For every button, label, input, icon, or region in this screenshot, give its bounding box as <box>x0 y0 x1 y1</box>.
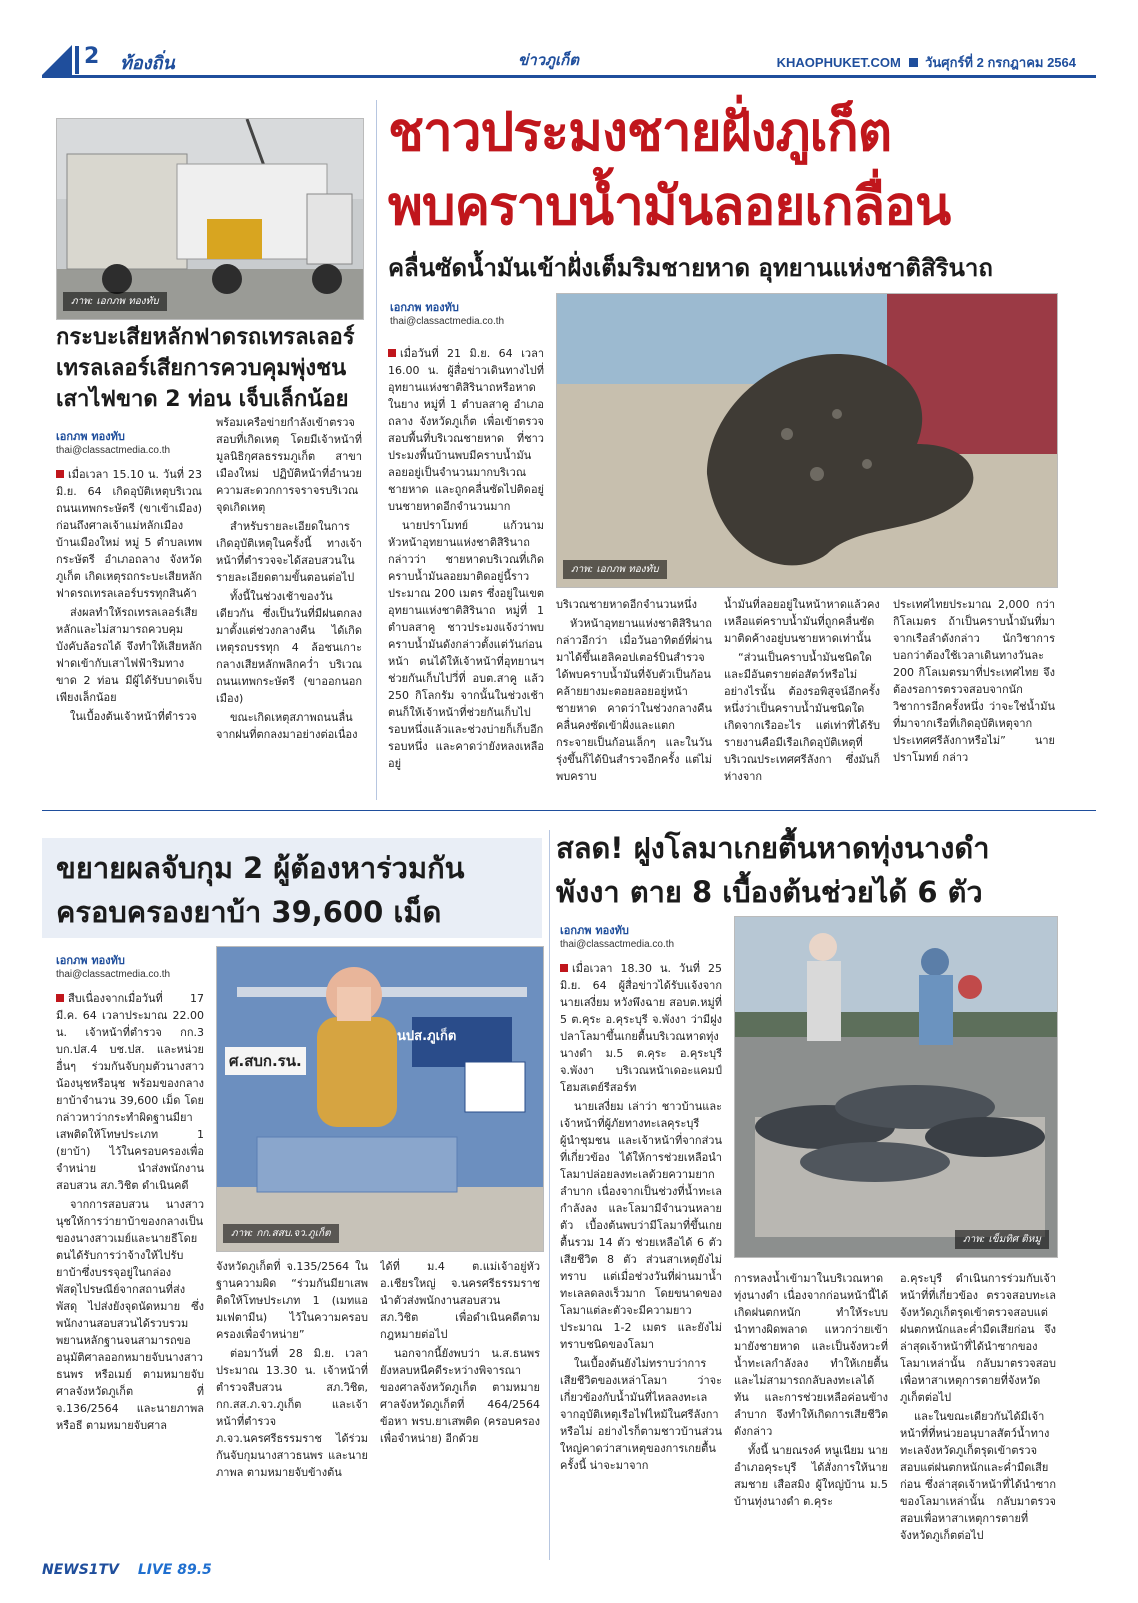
whales-email[interactable]: thai@classactmedia.co.th <box>560 939 675 950</box>
trailer-para: เมื่อเวลา 15.10 น. วันที่ 23 มิ.ย. 64 เกิดอุบัติเหตุบริเวณถนนเทพกระษัตรี (ขาเข้าเมือง) ก่อนถึงศาลเจ้าแม่หลักเมือง บ้านเมืองใหม่ หมู่ 5 ตำบลเทพกระษัตรี อำเภอถลาง จังหวัดภูเก็ต เกิดเหตุรถกระบะเสียหลักฟาดรถเทรลเลอร์บรรทุกสินค้า <box>56 468 202 600</box>
issue-date: วันศุกร์ที่ 2 กรกฎาคม 2564 <box>925 55 1076 70</box>
trailer-byline <box>56 427 170 456</box>
trailer-para: ขณะเกิดเหตุสภาพถนนลื่นจากฝนที่ตกลงมาอย่างต่อเนื่อง <box>216 711 358 741</box>
whales-photo <box>734 916 1058 1258</box>
column-divider <box>549 830 550 1560</box>
header-rule <box>42 75 1096 78</box>
oil-subhead: คลื่นซัดน้ำมันเข้าฝั่งเต็มริมชายหาด อุทยานแห่งชาติสิรินาถ <box>388 254 993 282</box>
drugs-headline <box>56 846 546 934</box>
trailer-photo-caption: ภาพ: เอกภพ ทองทับ <box>63 292 167 311</box>
trailer-para: ทั้งนี้ในช่วงเช้าของวันเดียวกัน ซึ่งเป็นวันที่มีฝนตกลงมาตั้งแต่ช่วงกลางคืน ได้เกิดเหตุรถบรรทุก 4 ล้อชนเกาะกลางเสียหลักพลิกคว่ำ บริเวณถนนเทพกระษัตรี (ขาออกนอกเมือง) <box>216 590 362 705</box>
oil-column-3 <box>724 596 880 796</box>
lead-square-icon <box>56 994 64 1002</box>
trailer-author: เอกภพ ทองทับ <box>56 430 125 443</box>
oil-headline-line2: พบคราบน้ำมันลอยเกลื่อน <box>388 176 951 237</box>
trailer-headline-line1: กระบะเสียหลักฟาดรถเทรลเลอร์ <box>56 325 355 350</box>
oil-photo-caption: ภาพ: เอกภพ ทองทับ <box>563 560 667 579</box>
drugs-email[interactable]: thai@classactmedia.co.th <box>56 969 171 980</box>
whales-para: ทั้งนี้ นายณรงค์ หนูเนียม นายอำเภอคุระบุรี ได้สั่งการให้นายสมชาย เสือสมิง ผู้ใหญ่บ้าน ม.5 บ้านทุ่งนางดำ ต.คุระ <box>734 1444 888 1508</box>
oil-column-2 <box>556 596 712 796</box>
oil-column-1 <box>388 345 544 797</box>
oil-email[interactable]: thai@classactmedia.co.th <box>390 316 505 327</box>
whales-author: เอกภพ ทองทับ <box>560 924 629 937</box>
whales-para: อ.คุระบุรี ดำเนินการร่วมกับเจ้าหน้าที่ที่เกี่ยวข้อง ตรวจสอบทะเลจังหวัดภูเก็ตรุดเข้าตรวจสอบแต่ฝนตกหนักและค่ำมืดเสียก่อน จึงล่าสุดเจ้าหน้าที่ได้นำซากของโลมาเหล่านั้น กลับมาตรวจสอบเพื่อหาสาเหตุการตายที่จังหวัดภูเก็ตต่อไป <box>900 1272 1056 1404</box>
drugs-author: เอกภพ ทองทับ <box>56 954 125 967</box>
drugs-byline <box>56 951 170 980</box>
oil-para: เมื่อวันที่ 21 มิ.ย. 64 เวลา 16.00 น. ผู้สื่อข่าวเดินทางไปที่อุทยานแห่งชาติสิรินาถหรือหาดในยาง หมู่ที่ 1 ตำบลสาคู อำเภอถลาง จังหวัดภูเก็ต เพื่อเข้าตรวจสอบพื้นที่บริเวณชายหาด ที่ชาวประมงพื้นบ้านพบมีคราบน้ำมันลอยอยู่เป็นจำนวนมากบริเวณชายหาด และถูกคลื่นซัดไปติดอยู่บนชายหาดอีกจำนวนมาก <box>388 347 544 513</box>
oil-author: เอกภพ ทองทับ <box>390 301 459 314</box>
oil-para: นายปราโมทย์ แก้วนาม หัวหน้าอุทยานแห่งชาติสิรินาถ กล่าวว่า ชายหาดบริเวณที่เกิดคราบน้ำมันลอยมาติดอยู่นี้ราวประมาณ 200 เมตร ซึ่งอยู่ในเขตอุทยานแห่งชาติสิรินาถ หมู่ที่ 1 ตำบลสาคู ชาวประมงแจ้งว่าพบคราบน้ำมันดังกล่าวตั้งแต่วันก่อนหน้า ตนได้ให้เจ้าหน้าที่อุทยานฯ ช่วยกันเก็บไปวี่ที่ อบต.สาคู แล้ว 250 กิโลกรัม จากนั้นในช่วงเช้าตนก็ให้เจ้าหน้าที่ช่วยกันเก็บไปรอบหนึ่งแล้วและช่วงบ่ายก็เก็บอีกรอบหนึ่ง และคาดว่ายังหลงเหลืออยู่ <box>388 519 544 770</box>
trailer-headline-line2: เทรลเลอร์เสียการควบคุมพุ่งชน <box>56 356 347 381</box>
oil-para: น้ำมันที่ลอยอยู่ในหน้าหาดแล้วคงเหลือแต่คราบน้ำมันที่ถูกคลื่นซัดมาติดค้างอยู่บนชายหาดเท่านั้น <box>724 598 880 645</box>
trailer-para: ส่งผลทำให้รถเทรลเลอร์เสียหลักและไม่สามารถควบคุมบังคับล้อรถได้ จึงทำให้เสียหลักฟาดเข้ากับเสาไฟฟ้าริมทางขาด 2 ท่อน มีผู้ได้รับบาดเจ็บเพียงเล็กน้อย <box>56 606 202 704</box>
drugs-para: ต่อมาวันที่ 28 มิ.ย. เวลาประมาณ 13.30 น. เจ้าหน้าที่ตำรวจสืบสวน สภ.วิชิต, กก.สส.ภ.จว.ภูเก็ต และเจ้าหน้าที่ตำรวจ ภ.จว.นครศรีธรรมราช ได้ร่วมกันจับกุมนางสาวธนพร และนายภาพล ตามหมายจับข้างต้น <box>216 1347 368 1479</box>
section-divider <box>42 810 1096 811</box>
oil-headline-line1: ชาวประมงชายฝั่งภูเก็ต <box>388 102 892 163</box>
trailer-column-1 <box>56 466 202 796</box>
drugs-column-mid-1 <box>216 1258 368 1554</box>
drugs-para: จากการสอบสวน นางสาวนุชให้การว่ายาบ้าของกลางเป็นของนางสาวเมย์และนายธีโดยตนได้รับการว่าจ้างให้ไปรับยาบ้าซึ่งบรรจุอยู่ในกล่องพัสดุไปรษณีย์จากสถานที่ส่งพัสดุ ไปส่งยังจุดนัดหมาย ซึ่งพนักงานสอบสวนได้รวบรวมพยานหลักฐานจนสามารถขออนุมัติศาลออกหมายจับนางสาวธนพร หรือเมย์ ตามหมายจับศาลจังหวัดภูเก็ต ที่ จ.136/2564 และนายภาพล หรือธี ตามหมายจับศาล <box>56 1198 204 1432</box>
lead-square-icon <box>388 349 396 357</box>
oil-column-4 <box>893 596 1055 796</box>
drugs-para: ได้ที่ ม.4 ต.แม่เจ้าอยู่หัว อ.เชียรใหญ่ จ.นครศรีธรรมราช นำตัวส่งพนักงานสอบสวน สภ.วิชิต เพื่อดำเนินคดีตามกฎหมายต่อไป <box>380 1260 540 1341</box>
oil-photo-illustration <box>557 294 1057 587</box>
trailer-column-2 <box>216 414 362 796</box>
trailer-photo-illustration <box>57 119 363 319</box>
drugs-headline-line1: ขยายผลจับกุม 2 ผู้ต้องหาร่วมกัน <box>56 851 465 885</box>
footer-logos <box>42 1562 212 1578</box>
page-number: 2 <box>84 44 100 69</box>
page-number-bar <box>75 46 79 74</box>
drugs-para: จังหวัดภูเก็ตที่ จ.135/2564 ในฐานความผิด “ร่วมกันมียาเสพติดให้โทษประเภท 1 (เมทแอมเฟตามีน) ไว้ในความครอบครองเพื่อจำหน่าย” <box>216 1260 368 1341</box>
trailer-headline-line3: เสาไฟขาด 2 ท่อน เจ็บเล็กน้อย <box>56 387 349 412</box>
whales-column-b2 <box>900 1270 1056 1554</box>
drugs-photo <box>216 946 544 1252</box>
drugs-column-left <box>56 990 204 1554</box>
dateline-square <box>909 58 918 67</box>
trailer-para: สำหรับรายละเอียดในการเกิดอุบัติเหตุในครั้งนี้ ทางเจ้าหน้าที่ตำรวจจะได้สอบสวนในรายละเอียดตามขั้นตอนต่อไป <box>216 520 362 584</box>
whales-para: การหลงน้ำเข้ามาในบริเวณหาดทุ่งนางดำ เนื่องจากก่อนหน้านี้ได้เกิดฝนตกหนัก ทำให้ระบบนำทางผิดพลาด แหวกว่ายเข้ามายังชายหาด และเป็นจังหวะที่น้ำทะเลกำลังลง ทำให้เกยตื้นและไม่สามารถกลับลงทะเลได้ทัน และการช่วยเหลือค่อนข้างลำบาก จึงทำให้เกิดการเสียชีวิตดังกล่าว <box>734 1272 888 1438</box>
oil-byline <box>390 298 504 327</box>
oil-photo <box>556 293 1058 588</box>
footer-logo-news1tv[interactable]: NEWS1TV <box>42 1562 119 1578</box>
section-title: ท้องถิ่น <box>120 53 175 74</box>
whales-para: และในขณะเดียวกันได้มีเจ้าหน้าที่ที่หน่วยอนุบาลสัตว์น้ำทางทะเลจังหวัดภูเก็ตรุดเข้าตรวจสอบแต่ฝนตกหนักและค่ำมืดเสียก่อน ซึ่งล่าสุดเจ้าหน้าที่ได้นำซากของโลมาเหล่านั้น กลับมาตรวจสอบเพื่อหาสาเหตุการตายที่จังหวัดภูเก็ตต่อไป <box>900 1410 1056 1542</box>
whales-para: นายเสงี่ยม เล่าว่า ชาวบ้านและเจ้าหน้าที่ผู้ภัยทางทะเลคุระบุรี ผู้นำชุมชน และเจ้าหน้าที่จากส่วนที่เกี่ยวข้อง ได้ให้การช่วยเหลือนำโลมาปล่อยลงทะเลด้วยความยากลำบาก เนื่องจากเป็นช่วงที่น้ำทะเลกำลังลง และโลมามีจำนวนหลายตัว เบื้องต้นพบว่ามีโลมาที่ขึ้นเกยตื้นรวม 14 ตัว ช่วยเหลือได้ 6 ตัว เสียชีวิต 8 ตัว ส่วนสาเหตุยังไม่ทราบ แต่เมื่อช่วงวันที่ผ่านมาน้ำทะเลลดลงเร็วมาก โดยขนาดของโลมาแต่ละตัวจะมีความยาวประมาณ 1-2 เมตร และยังไม่ทราบชนิดของโลมา <box>560 1100 722 1351</box>
whales-headline-line1: สลด! ฝูงโลมาเกยตื้นหาดทุ่งนางดำ <box>556 831 990 865</box>
oil-para: ประเทศไทยประมาณ 2,000 กว่ากิโลเมตร ถ้าเป็นคราบน้ำมันที่มาจากเรือลำดังกล่าว นักวิชาการบอกว่าต้องใช้เวลาเดินทางวันละ 200 กิโลเมตรมาที่ประเทศไทย จึงต้องรอการตรวจสอบจากนักวิชาการอีกครั้งหนึ่ง ว่าจะใช่น้ำมันที่มาจากเรือที่เกิดอุบัติเหตุจากประเทศศรีลังกาหรือไม่” นายปราโมทย์ กล่าว <box>893 598 1055 764</box>
whales-byline <box>560 921 674 950</box>
trailer-headline <box>56 322 366 415</box>
whales-column-side <box>560 960 722 1554</box>
column-divider <box>376 100 377 800</box>
oil-para: หัวหน้าอุทยานแห่งชาติสิรินาถ กล่าวอีกว่า เมื่อวันอาทิตย์ที่ผ่านมาได้ขึ้นเฮลิคอปเตอร์บินสำรวจได้พบคราบน้ำมันที่จับตัวเป็นก้อนคล้ายยางมะตอยลอยอยู่หน้าชายหาด คาดว่าในช่วงกลางคืนคลื่นคงซัดเข้าฝั่งและแตกกระจายเป็นก้อนเล็กๆ และในวันรุ่งขึ้นก็ได้บินสำรวจอีกครั้ง แต่ไม่พบคราบ <box>556 617 712 783</box>
whales-photo-caption: ภาพ: เข็มทิศ ติหมู <box>955 1230 1049 1249</box>
whales-headline-line2: พังงา ตาย 8 เบื้องต้นช่วยได้ 6 ตัว <box>556 875 983 909</box>
oil-para: “ส่วนเป็นคราบน้ำมันชนิดใด และมีอันตรายต่อสัตว์หรือไม่อย่างไรนั้น ต้องรอพิสูจน์อีกครั้ง หนึ่งว่าเป็นคราบน้ำมันชนิดใดเกิดจากเรืออะไร แต่เท่าที่ได้รับรายงานคือมีเรือเกิดอุบัติเหตุที่บริเวณประเทศศรีลังกา ซึ่งมันก็ห่างจาก <box>724 651 880 783</box>
trailer-photo <box>56 118 364 320</box>
publication-logo: ข่าวภูเก็ต <box>518 51 579 69</box>
drugs-photo-illustration <box>217 947 543 1251</box>
whales-column-b1 <box>734 1270 888 1554</box>
whales-photo-illustration <box>735 917 1057 1257</box>
drugs-para: นอกจากนี้ยังพบว่า น.ส.ธนพร ยังหลบหนีคดีระหว่างพิจารณาของศาลจังหวัดภูเก็ต ตามหมายศาลจังหวัดภูเก็ตที่ 464/2564 ข้อหา พรบ.ยาเสพติด (ครอบครองเพื่อจำหน่าย) อีกด้วย <box>380 1347 540 1445</box>
whales-para: เมื่อเวลา 18.30 น. วันที่ 25 มิ.ย. 64 ผู้สื่อข่าวได้รับแจ้งจากนายเสงี่ยม หวังพึงฉาย สอบต.หมู่ที่ 5 ต.คุระ อ.คุระบุรี จ.พังงา ว่ามีฝูงปลาโลมาขึ้นเกยตื้นบริเวณหาดทุ่งนางดำ ม.5 ต.คุระ อ.คุระบุรี จ.พังงา บริเวณหน้าเดอะแคมป์โฮมสเตย์รีสอร์ท <box>560 962 722 1094</box>
drugs-photo-sign-2: ศ.สบก.รน. <box>225 1047 306 1075</box>
drugs-photo-caption: ภาพ: กก.สสบ.จว.ภูเก็ต <box>223 1224 339 1243</box>
lead-square-icon <box>56 470 64 478</box>
trailer-para: พร้อมเครือข่ายกำลังเข้าตรวจสอบที่เกิดเหตุ โดยมีเจ้าหน้าที่มูลนิธิกุศลธรรมภูเก็ต สาขาเมืองใหม่ ปฏิบัติหน้าที่อำนวยความสะดวกการจราจรบริเวณจุดเกิดเหตุ <box>216 416 362 514</box>
header-dateline <box>777 52 1076 73</box>
lead-square-icon <box>560 964 568 972</box>
drugs-para: สืบเนื่องจากเมื่อวันที่ 17 มี.ค. 64 เวลาประมาณ 22.00 น. เจ้าหน้าที่ตำรวจ กก.3 บก.ปส.4 บช.ปส. และหน่วยอื่นๆ ร่วมกันจับกุมตัวนางสาวน้องนุชหรือนุช พร้อมของกลางยาบ้าจำนวน 39,600 เม็ด โดยกล่าวหาว่ากระทำผิดฐานมียาเสพติดให้โทษประเภท 1 (ยาบ้า) ไว้ในครอบครองเพื่อจำหน่าย นำส่งพนักงานสอบสวน สภ.วิชิต ดำเนินคดี <box>56 992 204 1192</box>
header-corner-mark <box>42 45 72 75</box>
drugs-column-mid-2 <box>380 1258 540 1554</box>
oil-headline <box>388 96 1088 244</box>
drugs-photo-sign-1: นปส.ภูเก็ต <box>397 1029 457 1044</box>
footer-logo-live[interactable]: LIVE 89.5 <box>137 1562 212 1578</box>
whales-headline <box>556 826 1076 914</box>
trailer-email[interactable]: thai@classactmedia.co.th <box>56 445 171 456</box>
trailer-para: ในเบื้องต้นเจ้าหน้าที่ตำรวจ <box>70 710 197 723</box>
whales-para: ในเบื้องต้นยังไม่ทราบว่าการเสียชีวิตของเหล่าโลมา ว่าจะเกี่ยวข้องกับน้ำมันที่ไหลลงทะเลจากอุบัติเหตุเรือไฟไหม้ในศรีลังกาหรือไม่ อย่างไรก็ตามชาวบ้านส่วนใหญ่คาดว่าสาเหตุของการเกยตื้นครั้งนี้ น่าจะมาจาก <box>560 1357 722 1472</box>
drugs-headline-line2: ครอบครองยาบ้า 39,600 เม็ด <box>56 895 442 929</box>
oil-para: บริเวณชายหาดอีกจำนวนหนึ่ง <box>556 598 697 611</box>
site-url[interactable]: KHAOPHUKET.COM <box>776 55 901 70</box>
